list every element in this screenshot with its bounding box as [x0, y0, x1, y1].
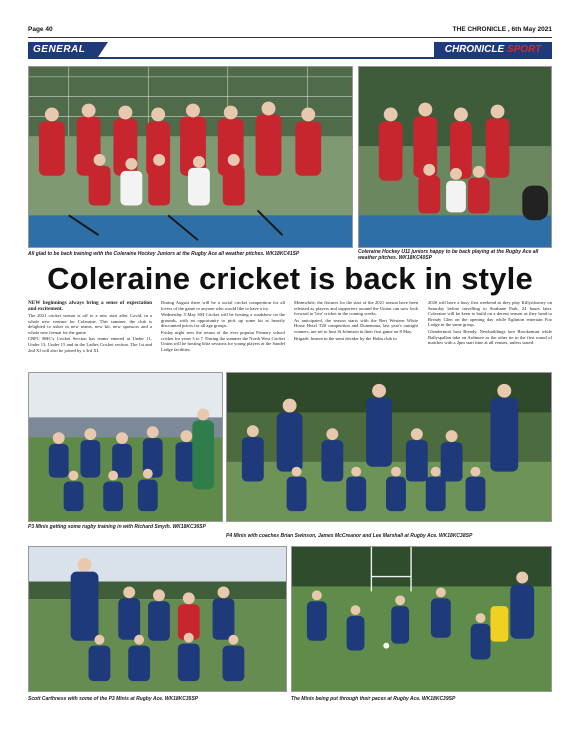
header-rule: [28, 37, 552, 38]
article-paragraph: 2020 will have a busy first weekend as they play Killyrdooney on Saturday before travelling to Strabane Park, 24 hours later. Coleraine will be keen to build on a decent season as they head to Bready Glen on the opening day while Eglinton entertain Foo Lodge in the same group.: [428, 300, 552, 328]
article-column-3: [294, 300, 418, 368]
article-paragraph: Friday night sees the return of the ever popular Primary school cricket for years 3 to 7. During the summer the North West Cricket Union will be hosting blitz sessions for young players at the Sandel Lodge facilities.: [161, 329, 285, 352]
photo-p4-minis: [226, 372, 552, 522]
article-lead: NEW beginnings always bring a sense of expectation and excitement.: [28, 300, 152, 312]
article-column-2: [161, 300, 285, 368]
brand-sport: SPORT: [506, 44, 542, 55]
caption-hockey-u11: Coleraine Hockey U11 juniors happy to be back playing at the Rugby Ace all weather pitches. WK18KC40SP: [358, 249, 539, 261]
section-label: GENERAL: [28, 42, 98, 57]
article-column-1: [28, 300, 152, 368]
brand-name: CHRONICLE: [444, 44, 505, 55]
photo-minis-paces: [291, 546, 552, 692]
photo-scott-p3-minis: [28, 546, 287, 692]
section-bar: [28, 42, 552, 59]
article-paragraph: Wednesday 5 May SM Cricket will be hosting a roadshow on the grounds, with an opportunity to pick up some kit at heavily discounted prices for all age groups.: [161, 312, 285, 329]
article-column-4: [428, 300, 552, 368]
caption-p3-minis: P3 Minis getting some rugby training in with Richard Smyth. WK18KC36SP: [28, 524, 206, 530]
brand-logo: [434, 42, 552, 57]
article-paragraph: CRFC RHC's Cricket Section has teams entered at Under 11, Under 13, Under 15 and in the Ladies Cricket section. The 1st and 2nd XI will also be joined by a 3rd XI.: [28, 336, 152, 353]
page-number: Page 40: [28, 26, 53, 33]
photo-hockey-juniors: [28, 66, 353, 248]
article-paragraph: Glendermott host Bready, Newbuildings face Brookemurt while Ballyspallan take on Ardmore as the other tie in the first round of matches with a 2pm start time at all venues, unless stated.: [428, 328, 552, 346]
photo-hockey-u11: [358, 66, 552, 248]
caption-hockey-juniors: All glad to be back training with the Coleraine Hockey Juniors at the Rugby Ace all weather pitches. WK18KC41SP: [28, 251, 300, 257]
caption-minis-paces: The Minis being put through their paces at Rugby Ace. WK18KC39SP: [291, 696, 456, 702]
article-body: [28, 300, 552, 368]
article-paragraph: As anticipated, the season starts with the Bert Western White Horse Hotel T20 competition and Donemana, last year's outright winners, are set to host St Johnston in their first game on 8 May.: [294, 317, 418, 334]
article-paragraph: Meanwhile, the fixtures for the start of the 2021 season have been released as players and supporters around the Union can now look forward to 'live' cricket in the coming weeks.: [294, 300, 418, 317]
publication-date: THE CHRONICLE , 6th May 2021: [452, 26, 552, 33]
headline: Coleraine cricket is back in style: [47, 261, 533, 296]
article-paragraph: Brigade, beaten in the semi decider by the Holm club in: [294, 335, 397, 341]
article-paragraph: The 2021 cricket season is off to a new start after Covid, in a whole new venture for Coleraine. This summer, the club is delighted to usher in new teams, new kit, new sponsors and a whole new format for the game.: [28, 313, 152, 335]
article-paragraph: During August there will be a social cricket competition for all lovers of the game or anyone who would like to have a try.: [161, 300, 285, 311]
photo-p3-minis: [28, 372, 223, 522]
caption-p4-minis: P4 Minis with coaches Brian Swinson, James McCreanor and Lee Marshall at Rugby Ace. WK18KC38SP: [226, 533, 473, 539]
caption-scott-p3-minis: Scott Carthness with some of the P3 Minis at Rugby Ace. WK18KC35SP: [28, 696, 199, 702]
